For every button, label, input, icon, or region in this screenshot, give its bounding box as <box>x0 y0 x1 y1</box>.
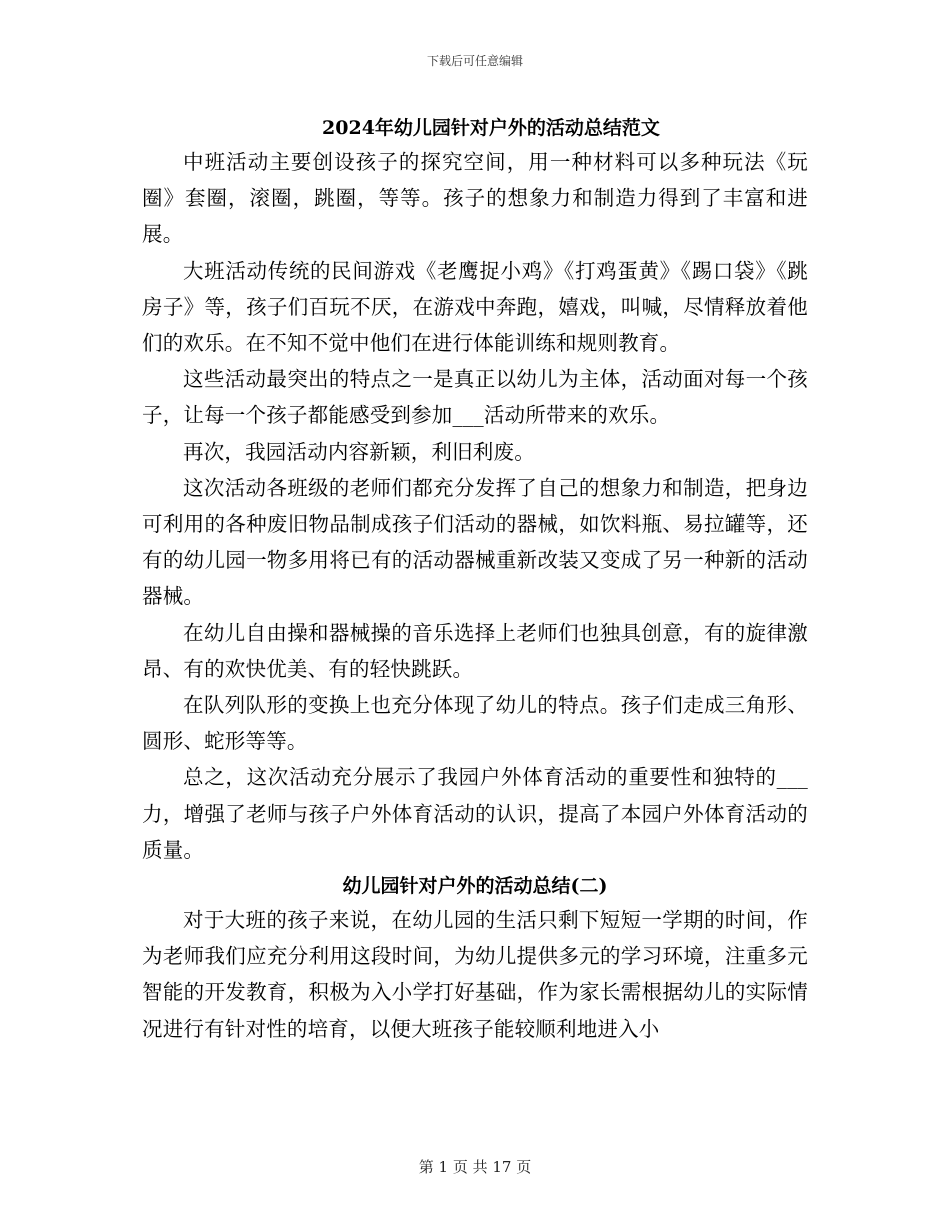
paragraph: 大班活动传统的民间游戏《老鹰捉小鸡》《打鸡蛋黄》《踢口袋》《跳房子》等，孩子们百玩不厌，在游戏中奔跑，嬉戏，叫喊，尽情释放着他们的欢乐。在不知不觉中他们在进行体能训练和规则教育。 <box>142 258 808 356</box>
paragraph: 在幼儿自由操和器械操的音乐选择上老师们也独具创意，有的旋律激昂、有的欢快优美、有的轻快跳跃。 <box>142 620 808 681</box>
section-title: 幼儿园针对户外的活动总结(二) <box>342 875 608 898</box>
page-number: 第 1 页 共 17 页 <box>418 1158 532 1176</box>
paragraph: 在队列队形的变换上也充分体现了幼儿的特点。孩子们走成三角形、圆形、蛇形等等。 <box>142 693 808 754</box>
paragraph: 对于大班的孩子来说，在幼儿园的生活只剩下短短一学期的时间，作为老师我们应充分利用这段时间，为幼儿提供多元的学习环境，注重多元智能的开发教育，积极为入小学打好基础，作为家长需根据幼儿的实际情况进行有针对性的培育，以便大班孩子能较顺利地进入小 <box>142 908 808 1041</box>
document-body <box>142 112 808 1047</box>
paragraph: 总之，这次活动充分展示了我园户外体育活动的重要性和独特的___力，增强了老师与孩子户外体育活动的认识，提高了本园户外体育活动的质量。 <box>142 765 808 862</box>
paragraph: 中班活动主要创设孩子的探究空间，用一种材料可以多种玩法《玩圈》套圈，滚圈，跳圈，等等。孩子的想象力和制造力得到了丰富和进展。 <box>142 150 808 247</box>
paragraph: 这次活动各班级的老师们都充分发挥了自己的想象力和制造，把身边可利用的各种废旧物品制成孩子们活动的器械，如饮料瓶、易拉罐等，还有的幼儿园一物多用将已有的活动器械重新改装又变成了另一种新的活动器械。 <box>142 475 808 609</box>
document-title: 2024年幼儿园针对户外的活动总结范文 <box>322 117 660 139</box>
page-header-note: 下载后可任意编辑 <box>426 54 523 68</box>
paragraph: 这些活动最突出的特点之一是真正以幼儿为主体，活动面对每一个孩子，让每一个孩子都能感受到参加___活动所带来的欢乐。 <box>142 367 808 428</box>
paragraph: 再次，我园活动内容新颖，利旧利废。 <box>183 439 535 464</box>
